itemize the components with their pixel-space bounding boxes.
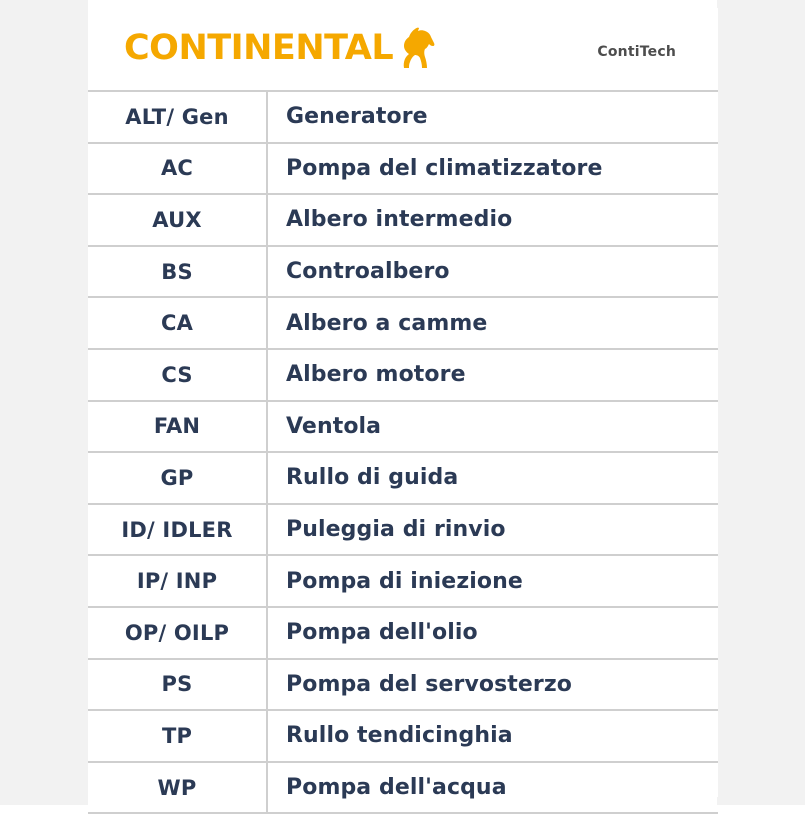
description-cell: Ventola [286, 413, 382, 439]
abbreviation-table [88, 90, 718, 814]
description-cell: Puleggia di rinvio [286, 517, 506, 543]
code-cell: OP/ OILP [88, 608, 268, 658]
table-row [88, 608, 718, 660]
code-cell: IP/ INP [88, 556, 268, 606]
contitech-subbrand: ContiTech [597, 44, 676, 60]
table-row [88, 453, 718, 505]
table-row [88, 763, 718, 814]
page-margin-right [717, 0, 805, 805]
description-cell: Rullo di guida [286, 465, 459, 491]
table-row [88, 144, 718, 196]
description-cell: Pompa dell'acqua [286, 775, 507, 801]
table-row [88, 92, 718, 144]
code-cell: BS [88, 247, 268, 297]
table-row [88, 195, 718, 247]
table-row [88, 402, 718, 454]
continental-logo [124, 26, 437, 70]
table-row [88, 711, 718, 763]
continental-wordmark: CONTINENTAL [124, 27, 394, 68]
description-cell: Pompa del climatizzatore [286, 155, 603, 181]
description-cell: Pompa del servosterzo [286, 671, 573, 697]
code-cell: AUX [88, 195, 268, 245]
description-cell: Controalbero [286, 259, 450, 285]
description-cell: Pompa dell'olio [286, 620, 478, 646]
code-cell: WP [88, 763, 268, 813]
code-cell: CS [88, 350, 268, 400]
table-row [88, 556, 718, 608]
table-row [88, 505, 718, 557]
code-cell: TP [88, 711, 268, 761]
code-cell: FAN [88, 402, 268, 452]
code-cell: PS [88, 660, 268, 710]
brand-header [88, 8, 718, 90]
horse-logo-icon [397, 26, 437, 70]
description-cell: Rullo tendicinghia [286, 723, 513, 749]
page-margin-left [0, 0, 88, 805]
description-cell: Albero a camme [286, 310, 488, 336]
code-cell: CA [88, 298, 268, 348]
code-cell: AC [88, 144, 268, 194]
code-cell: GP [88, 453, 268, 503]
description-cell: Generatore [286, 104, 428, 130]
table-row [88, 298, 718, 350]
table-row [88, 247, 718, 299]
table-row [88, 660, 718, 712]
description-cell: Albero motore [286, 362, 466, 388]
description-cell: Pompa di iniezione [286, 568, 523, 594]
code-cell: ID/ IDLER [88, 505, 268, 555]
code-cell: ALT/ Gen [88, 92, 268, 142]
description-cell: Albero intermedio [286, 207, 513, 233]
table-row [88, 350, 718, 402]
